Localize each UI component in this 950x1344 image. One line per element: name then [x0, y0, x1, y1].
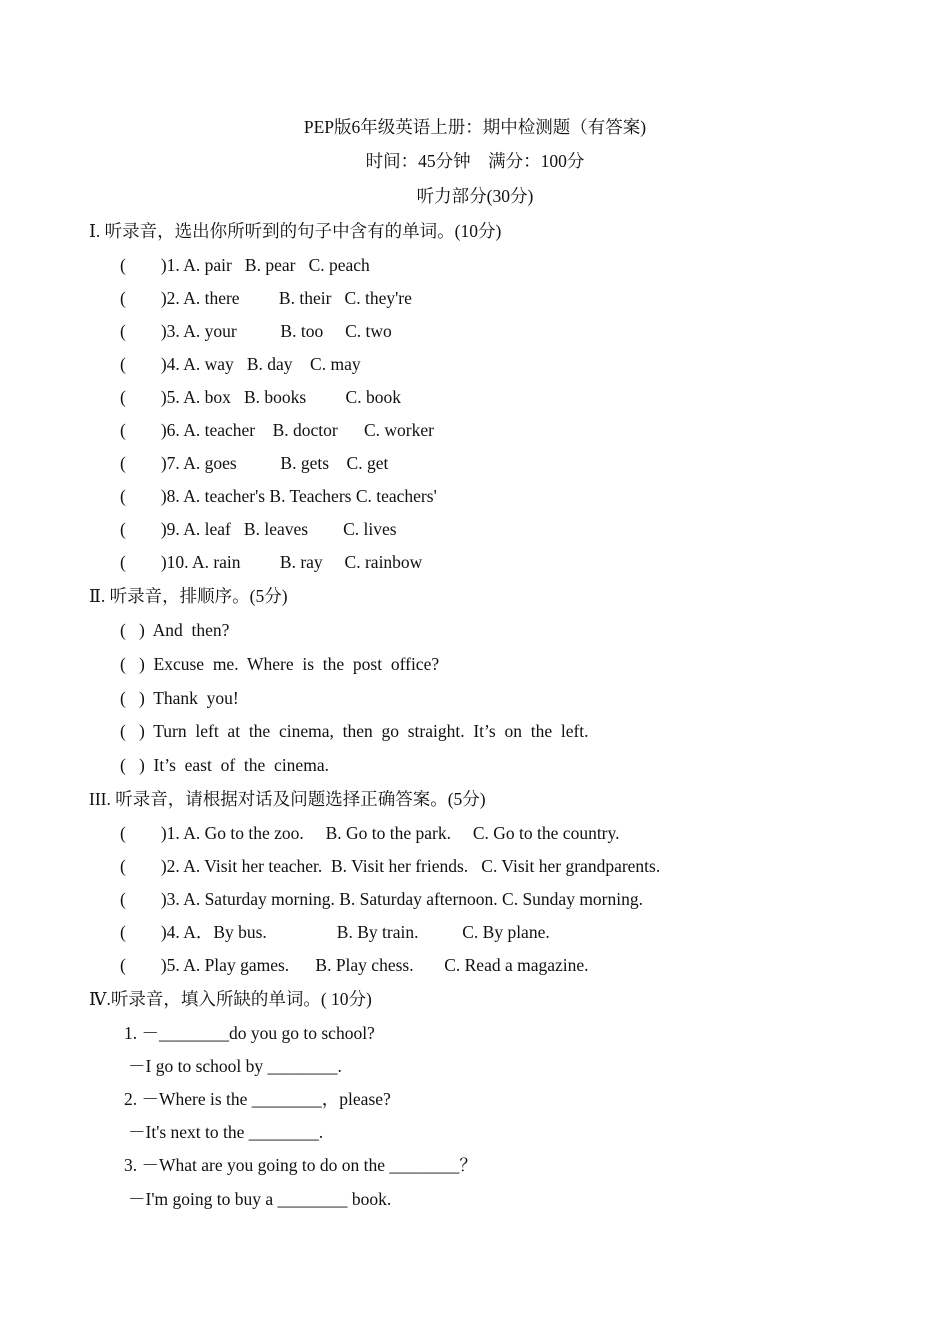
listening-part-title: 听力部分(30分) — [416, 186, 534, 206]
question-item: ( )9. A. leaf B. leaves C. lives — [120, 519, 397, 539]
ordering-item: ( ) And then? — [120, 620, 230, 640]
question-item: ( )3. A. Saturday morning. B. Saturday afternoon. C. Sunday morning. — [120, 889, 643, 909]
time-and-score: 时间：45分钟 满分：100分 — [365, 151, 585, 171]
question-item: ( )3. A. your B. too C. two — [120, 321, 392, 341]
question-item: ( )2. A. there B. their C. they're — [120, 288, 412, 308]
section-3-title: III. 听录音，请根据对话及问题选择正确答案。(5分) — [89, 789, 486, 809]
ordering-item: ( ) It’s east of the cinema. — [120, 755, 329, 775]
ordering-item: ( ) Excuse me. Where is the post office? — [120, 654, 440, 674]
question-item: ( )1. A. pair B. pear C. peach — [120, 255, 370, 275]
fill-blank-item: 3. －What are you going to do on the ________？ — [124, 1155, 477, 1175]
section-1-title: Ⅰ. 听录音，选出你所听到的句子中含有的单词。(10分) — [89, 221, 502, 241]
fill-blank-item: 2. －Where is the ________，please? — [124, 1089, 391, 1109]
question-item: ( )5. A. box B. books C. book — [120, 387, 401, 407]
exam-title: PEP版6年级英语上册：期中检测题（有答案) — [303, 117, 647, 137]
question-item: ( )7. A. goes B. gets C. get — [120, 453, 389, 473]
question-item: ( )1. A. Go to the zoo. B. Go to the park. C. Go to the country. — [120, 823, 620, 843]
section-4-title: Ⅳ.听录音，填入所缺的单词。( 10分) — [89, 989, 372, 1009]
question-item: ( )10. A. rain B. ray C. rainbow — [120, 552, 423, 572]
question-item: ( )8. A. teacher's B. Teachers C. teachers' — [120, 486, 437, 506]
question-item: ( )4. A．By bus. B. By train. C. By plane. — [120, 922, 550, 942]
question-item: ( )2. A. Visit her teacher. B. Visit her friends. C. Visit her grandparents. — [120, 856, 661, 876]
section-2-title: Ⅱ. 听录音，排顺序。(5分) — [89, 586, 288, 606]
fill-blank-item: －It's next to the ________. — [128, 1122, 324, 1142]
fill-blank-item: －I go to school by ________. — [128, 1056, 342, 1076]
ordering-item: ( ) Turn left at the cinema, then go straight. It’s on the left. — [120, 721, 589, 741]
fill-blank-item: －I'm going to buy a ________ book. — [128, 1189, 392, 1209]
question-item: ( )4. A. way B. day C. may — [120, 354, 361, 374]
question-item: ( )5. A. Play games. B. Play chess. C. Read a magazine. — [120, 955, 589, 975]
fill-blank-item: 1. －________do you go to school? — [124, 1023, 375, 1043]
ordering-item: ( ) Thank you! — [120, 688, 239, 708]
question-item: ( )6. A. teacher B. doctor C. worker — [120, 420, 434, 440]
